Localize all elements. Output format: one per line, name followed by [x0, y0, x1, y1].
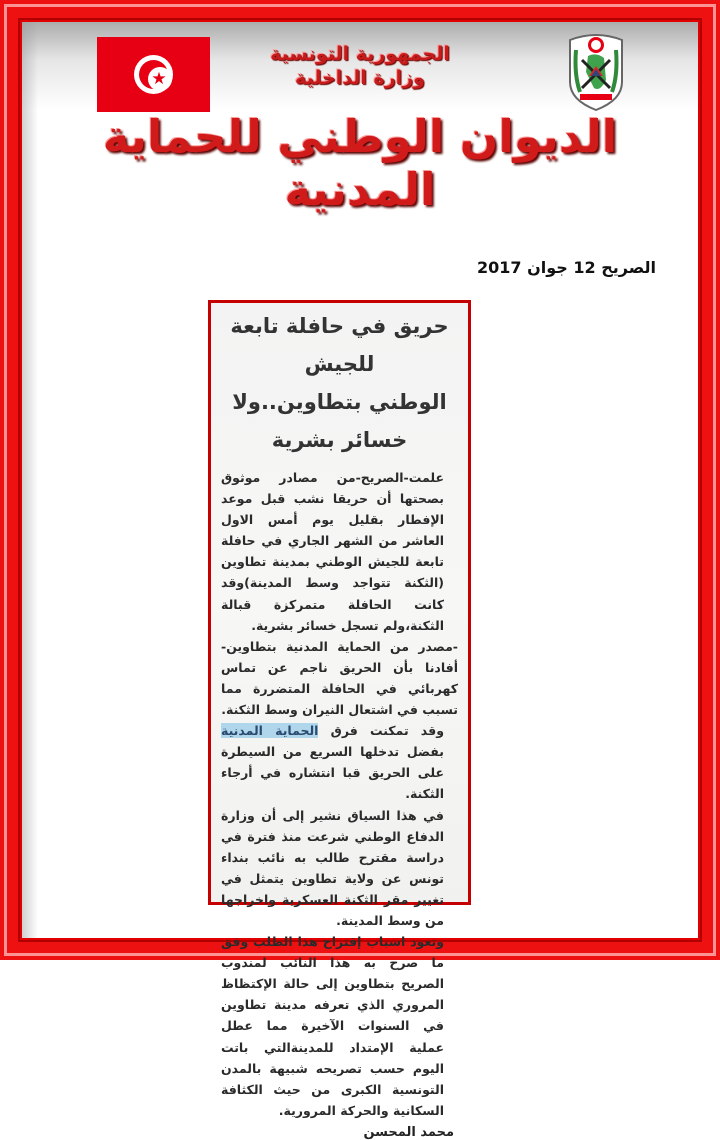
- flag-disc: [134, 55, 173, 94]
- headline-line-1: حريق في حافلة تابعة للجيش: [230, 314, 449, 376]
- newspaper-clipping: [208, 300, 471, 1140]
- tunisia-flag-icon: [97, 37, 210, 112]
- agency-title: الديوان الوطني للحماية المدنية: [102, 110, 618, 216]
- article-paragraph: -مصدر من الحماية المدنية بتطاوين- أفادنا بأن الحريق ناجم عن تماس كهربائي في الحافلة المتضررة مما تسبب في اشتعال النيران وسط الثكنة.: [221, 638, 458, 718]
- flag-crescent: [139, 60, 168, 89]
- flag-star-icon: ★: [151, 69, 167, 89]
- republic-name: الجمهورية التونسية: [270, 43, 450, 65]
- source-date: الصريح 12 جوان 2017: [477, 258, 656, 277]
- article-headline: [211, 303, 468, 459]
- paragraph-text: وقد تمكنت فرق: [318, 723, 444, 739]
- article-paragraph: [221, 720, 458, 804]
- government-header: [240, 42, 480, 90]
- article-paragraph: علمت-الصريح-من مصادر موثوق بصحتها أن حريقا نشب قبل موعد الإفطار بقليل يوم أمس الاول العاشر من الشهر الجاري في حافلة تابعة للجيش الوطني بمدينة تطاوين (الثكنة تتواجد وسط المدينة)وقد كانت الحافلة متمركزة قبالة الثكنة،ولم تسجل خسائر بشرية.: [221, 470, 444, 633]
- article-author: محمد المحسن: [363, 1124, 454, 1140]
- article-paragraph: في هذا السياق نشير إلى أن وزارة الدفاع الوطني شرعت منذ فترة في دراسة مقترح طالب به نائب بنداء تونس عن ولاية تطاوين يتمثل في تغيير مقر الثكنة العسكرية واخراجها من وسط المدينة.: [221, 807, 444, 928]
- paragraph-text: بفضل تدخلها السريع من السيطرة على الحريق قبا انتشاره في أرجاء الثكنة.: [221, 744, 444, 802]
- highlighted-text: الحماية المدنية: [221, 723, 319, 739]
- civil-protection-emblem-icon: [566, 30, 626, 112]
- ministry-name: وزارة الداخلية: [295, 67, 425, 89]
- article-body: [211, 459, 468, 1121]
- headline-line-2: الوطني بتطاوين..ولا خسائر بشرية: [232, 390, 447, 452]
- article-paragraph: وتعود اسباب إقتراح هذا الطلب وفق ما صرح به هذا النائب لمندوب الصريح بتطاوين إلى حالة الإكتظاظ المروري الذي تعرفه مدينة تطاوين في السنوات الآخيرة مما عطل عملية الإمتداد للمدينةالتي باتت اليوم حسب تصريحه شبيهة بالمدن التونسية الكبرى من حيث الكثافة السكانية والحركة المرورية.: [221, 934, 444, 1118]
